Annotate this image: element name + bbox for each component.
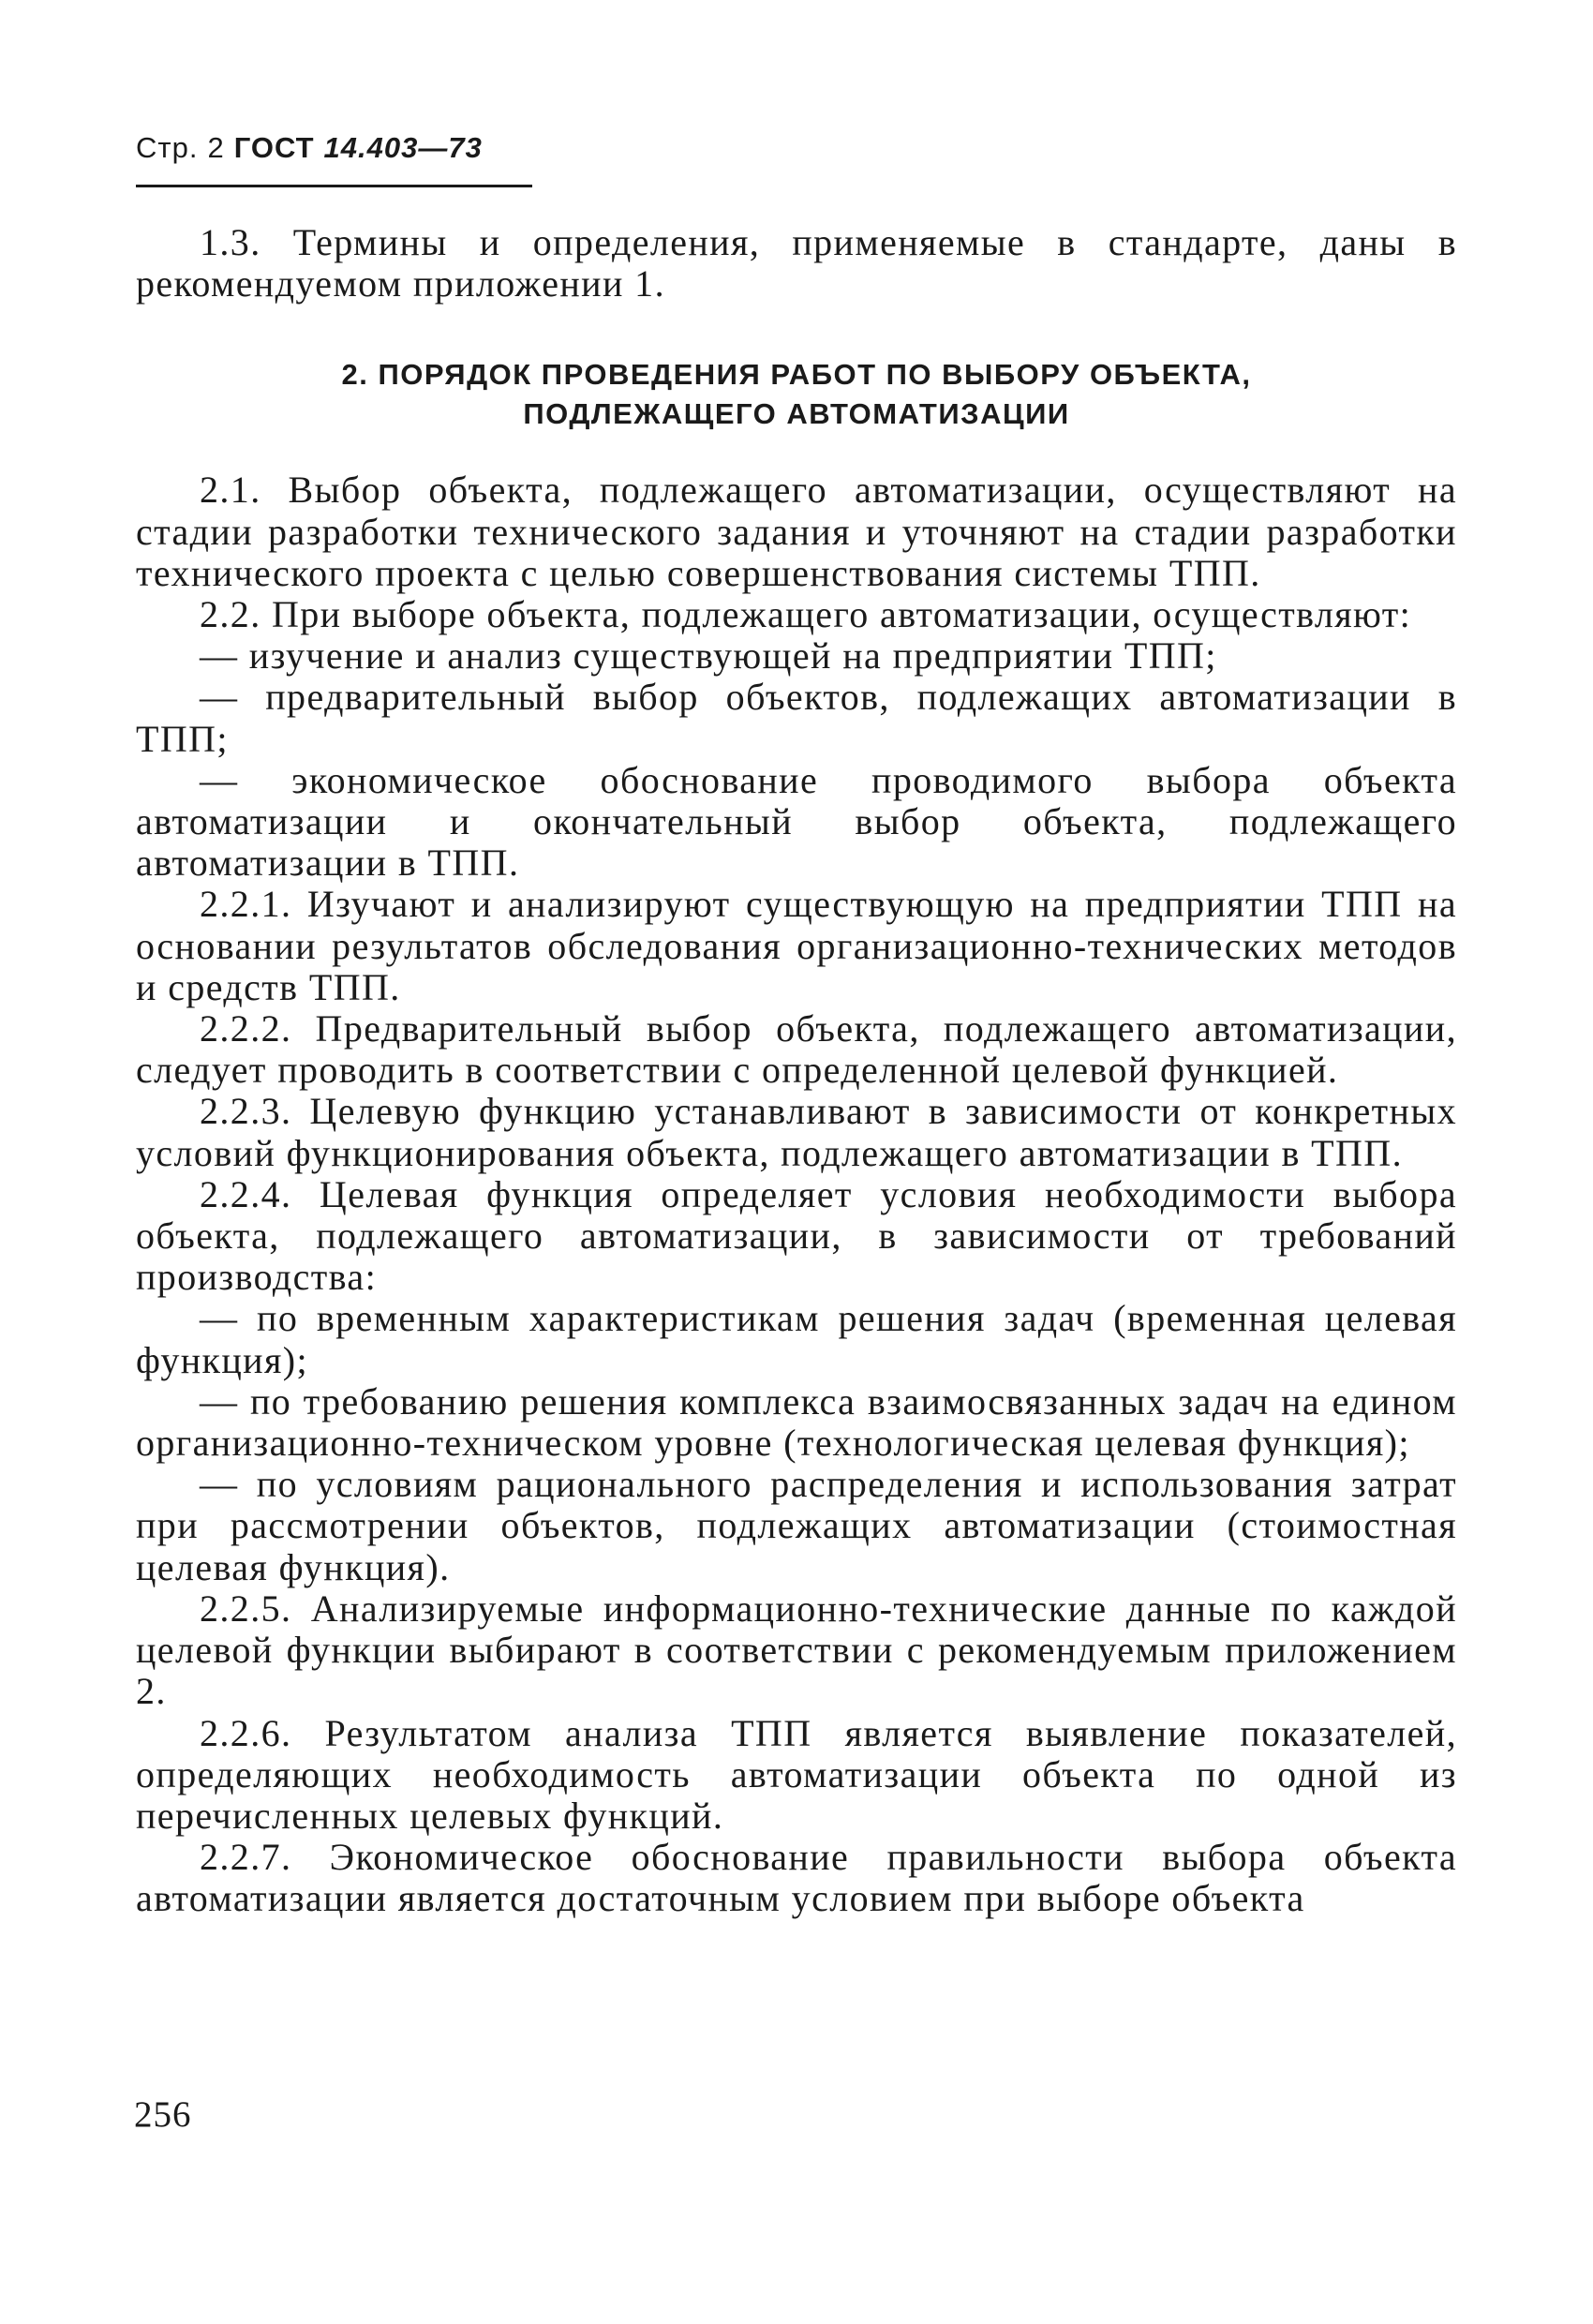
paragraph-2-2-3: 2.2.3. Целевую функцию устанавливают в зависимости от конкретных условий функционирования объекта, подлежащего автоматизации в ТПП. [136,1090,1457,1174]
paragraph-2-2-2: 2.2.2. Предварительный выбор объекта, подлежащего автоматизации, следует проводить в соответствии с определенной целевой функцией. [136,1007,1457,1092]
list-item: — по временным характеристикам решения задач (временная целевая функция); [136,1297,1457,1381]
list-item: — по условиям рационального распределения и использования затрат при рассмотрении объектов, подлежащих автоматизации (стоимостная целевая функция). [136,1463,1457,1588]
header-standard-number: 14.403—73 [323,131,483,164]
paragraph-1-3: 1.3. Термины и определения, применяемые в стандарте, даны в рекомендуемом приложении 1. [136,221,1457,305]
header-standard-label: ГОСТ [233,131,315,164]
header-page-number: 2 [207,131,225,164]
section-heading-line-1: 2. ПОРЯДОК ПРОВЕДЕНИЯ РАБОТ ПО ВЫБОРУ ОБЪЕКТА, [341,358,1252,392]
list-item: — изучение и анализ существующей на предприятии ТПП; [200,634,1217,678]
page-number: 256 [134,2094,192,2135]
section-heading-line-2: ПОДЛЕЖАЩЕГО АВТОМАТИЗАЦИИ [523,397,1070,431]
list-item: — предварительный выбор объектов, подлежащих автоматизации в ТПП; [136,676,1457,760]
paragraph-2-2-6: 2.2.6. Результатом анализа ТПП является выявление показателей, определяющих необходимость автоматизации объекта по одной из перечисленных целевых функций. [136,1711,1457,1837]
body-text [136,222,1457,1920]
paragraph-2-2-7: 2.2.7. Экономическое обоснование правильности выбора объекта автоматизации является достаточным условием при выборе объекта [136,1836,1457,1920]
header-page-label: Стр. [136,131,199,164]
paragraph-2-2: 2.2. При выборе объекта, подлежащего автоматизации, осуществляют: [200,593,1412,636]
paragraph-2-2-1: 2.2.1. Изучают и анализируют существующую на предприятии ТПП на основании результатов обследования организационно-технических методов и средств ТПП. [136,883,1457,1008]
header-rule [136,185,532,187]
paragraph-2-2-4: 2.2.4. Целевая функция определяет условия необходимости выбора объекта, подлежащего автоматизации, в зависимости от требований производства: [136,1172,1457,1299]
section-heading [136,355,1457,434]
page-header [136,131,529,165]
list-item: — по требованию решения комплекса взаимосвязанных задач на едином организационно-техническом уровне (технологическая целевая функция); [136,1379,1457,1465]
list-item: — экономическое обоснование проводимого выбора объекта автоматизации и окончательный выбор объекта, подлежащего автоматизации в ТПП. [136,758,1457,885]
paragraph-2-1: 2.1. Выбор объекта, подлежащего автоматизации, осуществляют на стадии разработки технического задания и уточняют на стадии разработки технического проекта с целью совершенствования системы ТПП. [136,469,1457,594]
paragraph-2-2-5: 2.2.5. Анализируемые информационно-технические данные по каждой целевой функции выбирают в соответствии с рекомендуемым приложением 2. [136,1587,1457,1713]
